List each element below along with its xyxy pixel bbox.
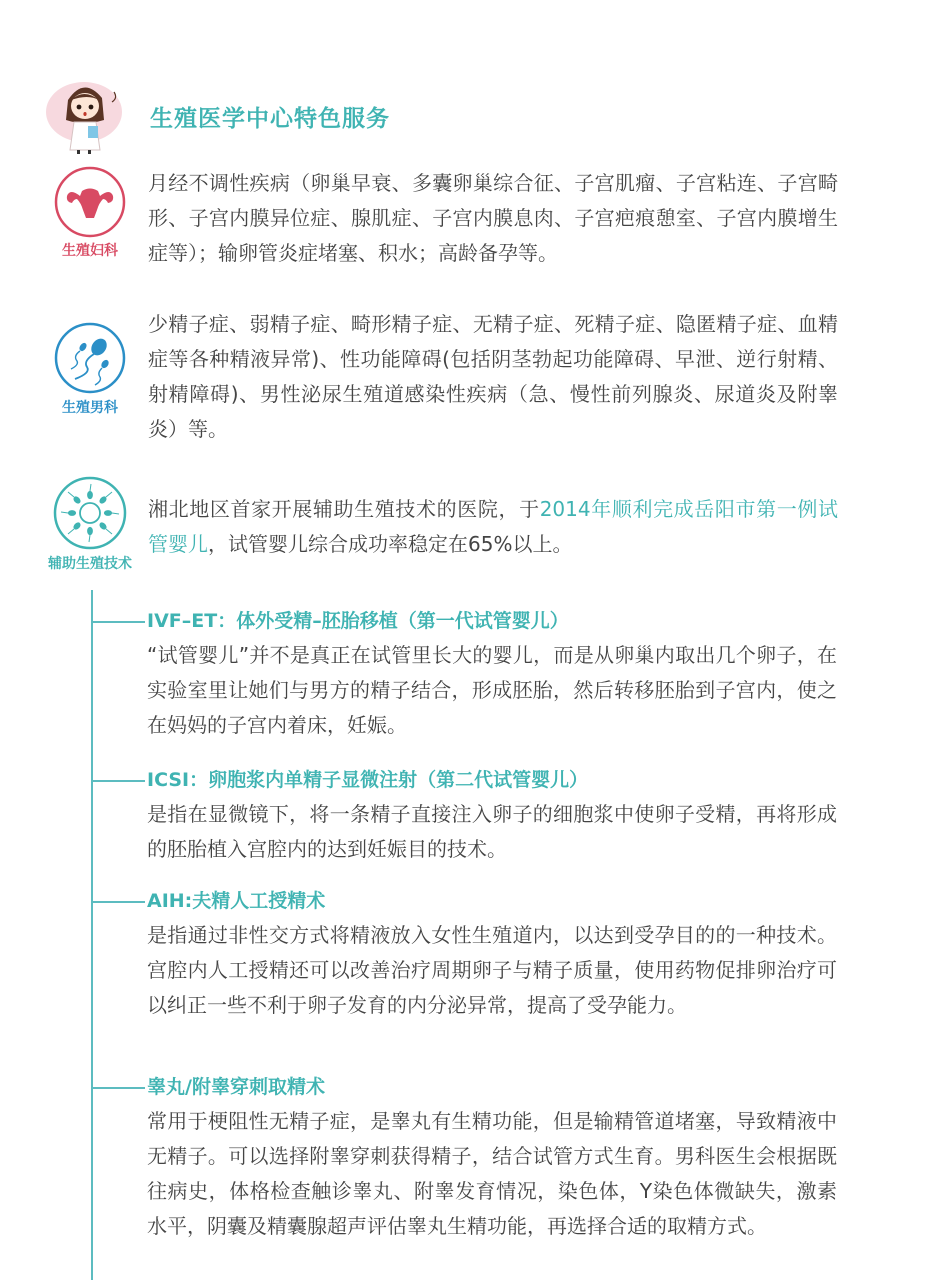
gynecology-description: 月经不调性疾病（卵巢早衰、多囊卵巢综合征、子宫肌瘤、子宫粘连、子宫畸形、子宫内膜异位症、腺肌症、子宫内膜息肉、子宫疤痕憩室、子宫内膜增生症等）；输卵管炎症堵塞、积水；高龄备孕等。 (148, 171, 838, 265)
branch-line (91, 621, 145, 623)
technique-testicular-aspiration (147, 1074, 837, 1244)
sperm-icon (53, 321, 127, 395)
page-title: 生殖医学中心特色服务 (150, 106, 390, 132)
technique-body: 是指在显微镜下，将一条精子直接注入卵子的细胞浆中使卵子受精，再将形成的胚胎植入宫腔内的达到妊娠目的技术。 (147, 802, 837, 861)
technique-title: ICSI：卵胞浆内单精子显微注射（第二代试管婴儿） (147, 769, 589, 791)
technique-aih (147, 888, 837, 1023)
gynecology-badge (30, 166, 150, 260)
technique-icsi (147, 767, 837, 867)
branch-line (91, 780, 145, 782)
technique-title: AIH:夫精人工授精术 (147, 890, 326, 912)
egg-sperm-icon (52, 475, 128, 551)
technique-title: IVF–ET：体外受精–胚胎移植（第一代试管婴儿） (147, 610, 569, 632)
uterus-icon (53, 166, 127, 238)
andrology-description: 少精子症、弱精子症、畸形精子症、无精子症、死精子症、隐匿精子症、血精症等各种精液异常)、性功能障碍(包括阴茎勃起功能障碍、早泄、逆行射精、射精障碍)、男性泌尿生殖道感染性疾病（急、慢性前列腺炎、尿道炎及附睾炎）等。 (148, 312, 838, 441)
art-text-after: ，试管婴儿综合成功率稳定在65%以上。 (208, 532, 573, 556)
art-description (148, 492, 838, 562)
technique-body: 常用于梗阻性无精子症，是睾丸有生精功能，但是输精管道堵塞，导致精液中无精子。可以选择附睾穿刺获得精子，结合试管方式生育。男科医生会根据既往病史，体格检查触诊睾丸、附睾发育情况，染色体，Y染色体微缺失，激素水平，阴囊及精囊腺超声评估睾丸生精功能，再选择合适的取精方式。 (147, 1109, 837, 1238)
technique-ivf-et (147, 608, 837, 743)
branch-line (91, 1087, 145, 1089)
art-text-highlight: 2014年顺利完成岳阳市第一例试管婴儿 (148, 497, 838, 556)
art-text-before: 湘北地区首家开展辅助生殖技术的医院，于 (148, 497, 540, 521)
page-header (44, 70, 904, 160)
technique-title: 睾丸/附睾穿刺取精术 (147, 1076, 325, 1098)
andrology-label: 生殖男科 (62, 400, 118, 416)
tree-connector-line (91, 590, 93, 1280)
technique-body: 是指通过非性交方式将精液放入女性生殖道内，以达到受孕目的的一种技术。宫腔内人工授精还可以改善治疗周期卵子与精子质量，使用药物促排卵治疗可以纠正一些不利于卵子发育的内分泌异常，提高了受孕能力。 (147, 923, 837, 1017)
technique-body: “试管婴儿”并不是真正在试管里长大的婴儿，而是从卵巢内取出几个卵子，在实验室里让她们与男方的精子结合，形成胚胎，然后转移胚胎到子宫内，使之在妈妈的子宫内着床，妊娠。 (147, 643, 837, 737)
branch-line (91, 901, 145, 903)
andrology-badge (30, 321, 150, 417)
doctor-cartoon-icon (44, 70, 144, 154)
art-badge (30, 475, 150, 573)
gynecology-label: 生殖妇科 (62, 243, 118, 259)
art-label: 辅助生殖技术 (48, 556, 132, 572)
